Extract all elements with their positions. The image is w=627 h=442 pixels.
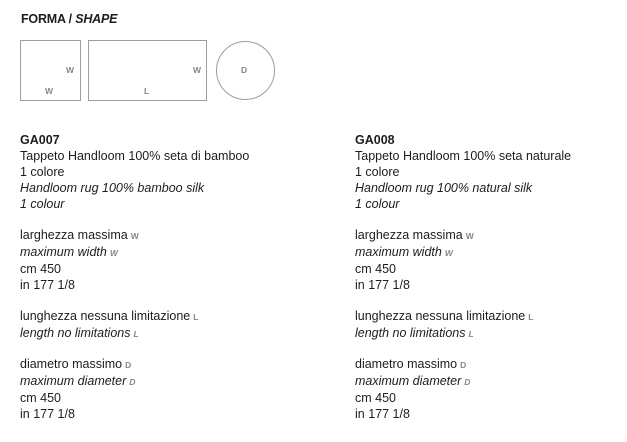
product-description-en: Handloom rug 100% natural silk — [355, 181, 533, 195]
product-column — [355, 132, 627, 422]
diameter-label-it: diametro massimo D — [20, 357, 132, 371]
length-label-en: length no limitations L — [355, 326, 474, 340]
diameter-in: in 177 1/8 — [355, 407, 410, 421]
square-width-label: W — [66, 65, 75, 75]
diameter-cm: cm 450 — [355, 391, 396, 405]
diameter-in: in 177 1/8 — [20, 407, 75, 421]
rectangle-length-label: L — [144, 86, 150, 96]
product-colours-it: 1 colore — [355, 165, 400, 179]
width-label-it: larghezza massima W — [20, 228, 139, 242]
width-cm: cm 450 — [355, 262, 396, 276]
rectangle-width-label: W — [193, 65, 202, 75]
diameter-label-en: maximum diameter D — [20, 374, 136, 388]
width-in: in 177 1/8 — [20, 278, 75, 292]
product-description-en: Handloom rug 100% bamboo silk — [20, 181, 205, 195]
product-colours-en: 1 colour — [355, 197, 400, 211]
width-in: in 177 1/8 — [355, 278, 410, 292]
diameter-cm: cm 450 — [20, 391, 61, 405]
product-code: GA007 — [20, 133, 60, 147]
diameter-label-it: diametro massimo D — [355, 357, 467, 371]
circle-diameter-label: D — [241, 65, 248, 75]
product-description-it: Tappeto Handloom 100% seta di bamboo — [20, 149, 250, 163]
shape-heading — [21, 12, 117, 26]
product-colours-it: 1 colore — [20, 165, 65, 179]
width-cm: cm 450 — [20, 262, 61, 276]
square-width-bottom-label: W — [45, 86, 54, 96]
length-label-it: lunghezza nessuna limitazione L — [355, 309, 534, 323]
heading-sub: SHAPE — [75, 12, 118, 26]
width-label-en: maximum width W — [20, 245, 118, 259]
length-label-en: length no limitations L — [20, 326, 139, 340]
product-description-it: Tappeto Handloom 100% seta naturale — [355, 149, 572, 163]
heading-main: FORMA — [21, 12, 66, 26]
length-label-it: lunghezza nessuna limitazione L — [20, 309, 199, 323]
diameter-label-en: maximum diameter D — [355, 374, 471, 388]
width-label-en: maximum width W — [355, 245, 453, 259]
heading-separator: / — [68, 12, 72, 26]
product-column — [20, 132, 300, 422]
width-label-it: larghezza massima W — [355, 228, 474, 242]
product-code: GA008 — [355, 133, 395, 147]
product-colours-en: 1 colour — [20, 197, 65, 211]
